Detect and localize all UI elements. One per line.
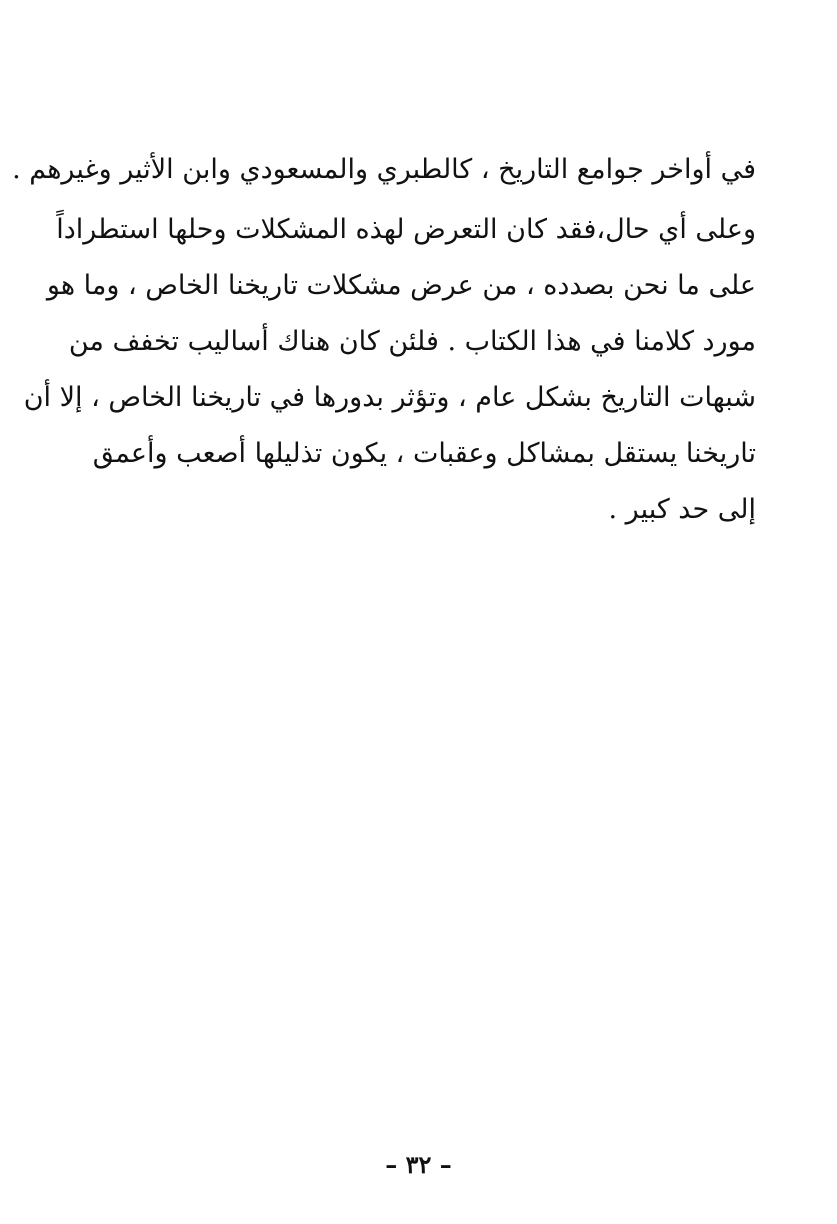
text-line-3: على ما نحن بصدده ، من عرض مشكلات تاريخنا الخاص ، وما هو: [46, 270, 756, 301]
body-text: [12, 142, 756, 538]
text-line-7: إلى حد كبير .: [608, 494, 756, 525]
text-line-1: في أواخر جوامع التاريخ ، كالطبري والمسعودي وابن الأثير وغيرهم .: [12, 154, 756, 185]
text-line-6: تاريخنا يستقل بمشاكل وعقبات ، يكون تذليلها أصعب وأعمق: [92, 438, 756, 469]
text-line-2: وعلى أي حال،فقد كان التعرض لهذه المشكلات وحلها استطراداً: [56, 214, 756, 245]
text-line-4: مورد كلامنا في هذا الكتاب . فلئن كان هناك أساليب تخفف من: [68, 326, 756, 357]
text-line-5: شبهات التاريخ بشكل عام ، وتؤثر بدورها في تاريخنا الخاص ، إلا أن: [23, 382, 756, 413]
page-number: – ٣٢ –: [385, 1150, 452, 1179]
